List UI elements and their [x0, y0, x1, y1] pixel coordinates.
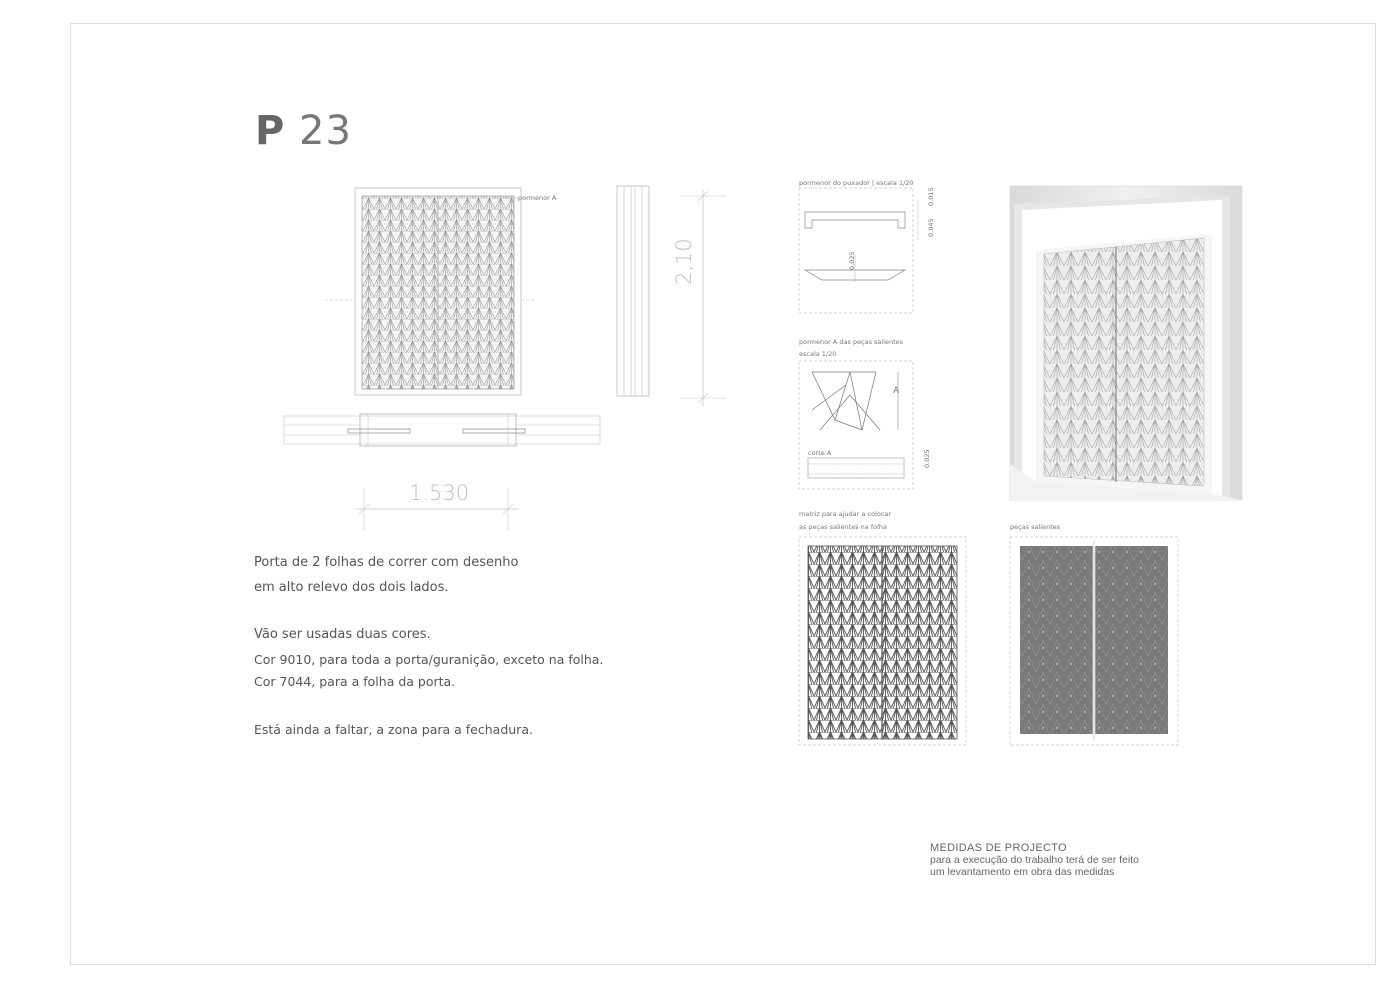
description-line-5: Cor 7044, para a folha da porta. [254, 674, 456, 689]
description-line-2: em alto relevo dos dois lados. [254, 580, 449, 595]
pieces-detail-title: pormenor A das peças salientes [799, 338, 904, 346]
project-notes [930, 842, 1139, 878]
protruding-pieces-detail [799, 361, 913, 489]
pieces-detail-scale: escala 1/20 [799, 350, 837, 358]
matrix-label-line2: as peças salientes na folha [799, 523, 888, 531]
door-side-section [617, 186, 649, 396]
description-line-4: Cor 9010, para toda a porta/guranição, exceto na folha. [254, 652, 604, 667]
height-dimension: 2,10 [672, 238, 696, 285]
pormenor-a-label: pormenor A [518, 194, 557, 202]
description-line-3: Vão ser usadas duas cores. [254, 627, 431, 642]
notes-line-1: para a execução do trabalho terá de ser feito [930, 854, 1139, 866]
section-label: corte A [808, 449, 832, 457]
matrix-panel [799, 537, 966, 745]
pieces-panel [1010, 537, 1178, 745]
section-mark-label: A [893, 386, 900, 396]
title-number: 23 [299, 108, 352, 154]
door-elevation [325, 188, 535, 395]
notes-heading: MEDIDAS DE PROJECTO [930, 842, 1067, 854]
notes-line-2: um levantamento em obra das medidas [930, 866, 1115, 878]
title-prefix: P [255, 108, 286, 154]
door-plan-view [284, 414, 600, 446]
matrix-label-line1: matriz para ajudar a colocar [799, 510, 892, 518]
handle-dim-1: 0,045 [927, 218, 935, 237]
handle-dim-3: 0,025 [848, 251, 856, 270]
description-line-6: Está ainda a faltar, a zona para a fechadura. [254, 722, 533, 737]
pieces-panel-label: peças salientes [1010, 523, 1061, 531]
width-dimension: 1.530 [409, 481, 470, 505]
height-dimension-line [680, 190, 726, 406]
handle-dim-2: 0,015 [927, 187, 935, 206]
pieces-dim: 0,025 [923, 449, 931, 468]
handle-detail [799, 188, 918, 313]
description-line-1: Porta de 2 folhas de correr com desenho [254, 555, 519, 570]
handle-detail-title: pormenor do puxador | escala 1/20 [799, 179, 914, 187]
door-render-image [1010, 186, 1242, 500]
